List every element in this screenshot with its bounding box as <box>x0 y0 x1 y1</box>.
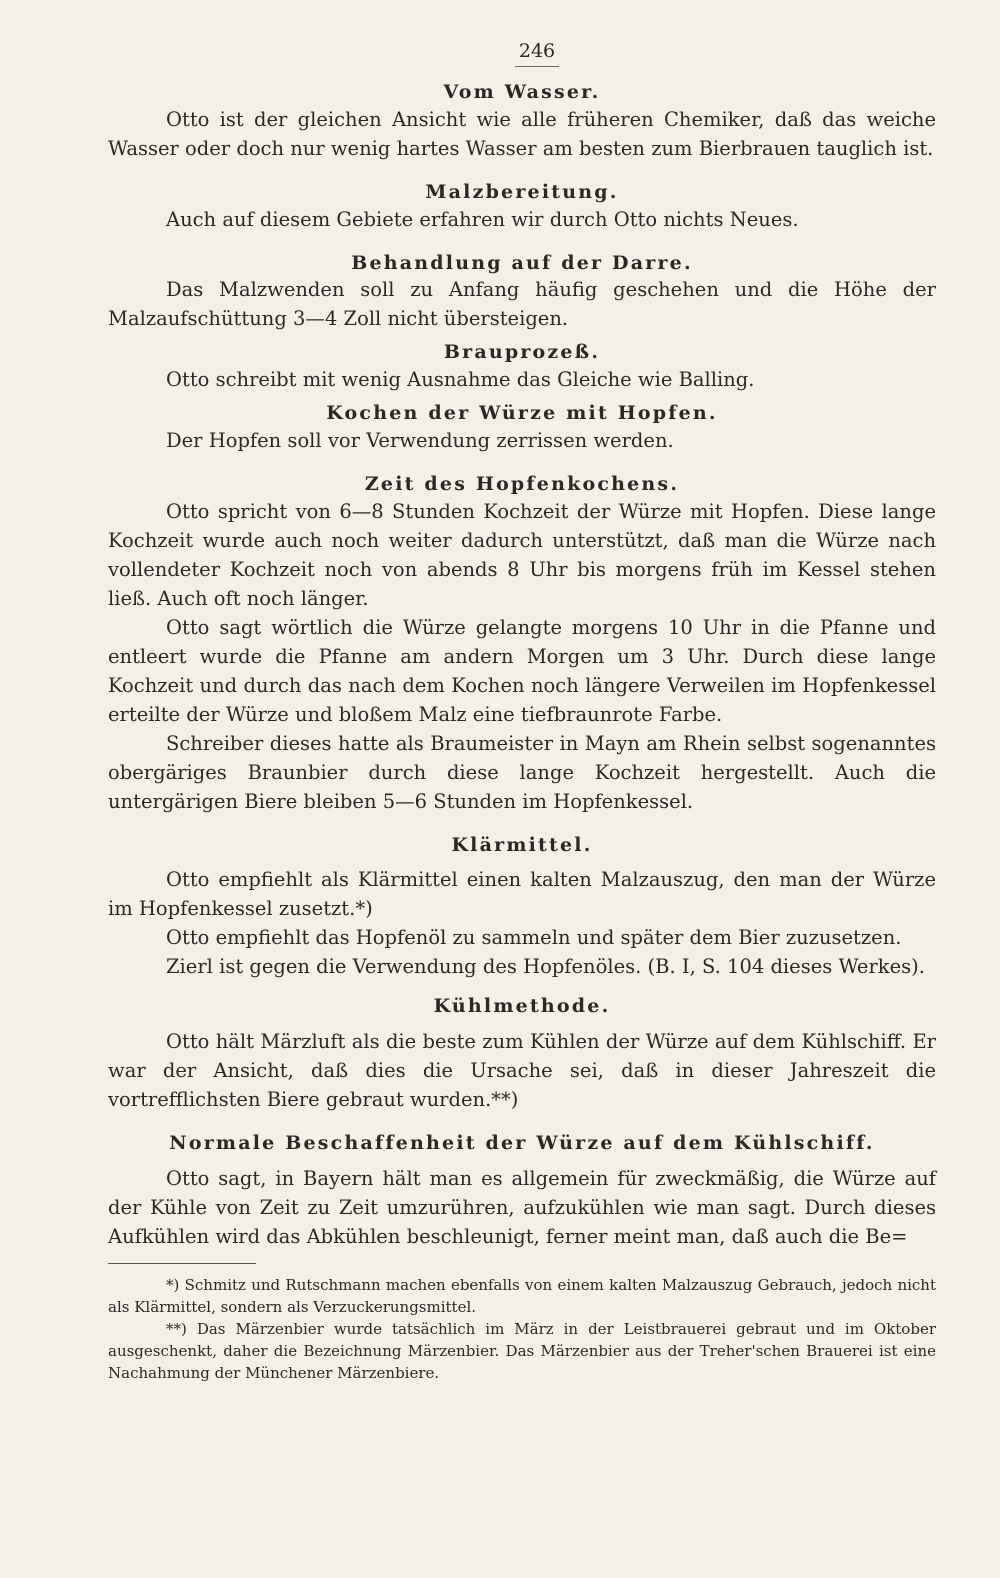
paragraph: Otto empfiehlt als Klärmittel einen kalten Malzauszug, den man der Würze im Hopfenkessel zusetzt.*) <box>108 868 936 921</box>
paragraph: Otto sagt wörtlich die Würze gelangte morgens 10 Uhr in die Pfanne und entleert wurde die Pfanne am andern Morgen um 3 Uhr. Durch diese lange Kochzeit und durch das nach dem Kochen noch längere Verweilen im Hopfenkessel erteilte der Würze und bloßem Malz eine tiefbraunrote Farbe. <box>108 615 936 726</box>
section-heading-zeit-des-hopfenkochens: Zeit des Hopfenkochens. <box>364 472 680 495</box>
footnote: **) Das Märzenbier wurde tatsächlich im März in der Leistbrauerei gebraut und im Oktober ausgeschenkt, daher die Bezeichnung Märzenbier. Das Märzenbier aus der Treher'schen Brauerei ist eine Nachahmung der Münchener Märzenbiere. <box>108 1319 936 1382</box>
section-heading-malzbereitung: Malzbereitung. <box>425 180 619 203</box>
paragraph: Das Malzwenden soll zu Anfang häufig geschehen und die Höhe der Malzaufschüttung 3—4 Zoll nicht übersteigen. <box>108 278 936 331</box>
paragraph: Der Hopfen soll vor Verwendung zerrissen werden. <box>166 428 674 452</box>
footnote: *) Schmitz und Rutschmann machen ebenfalls von einem kalten Malzauszug Gebrauch, jedoch nicht als Klärmittel, sondern als Verzuckerungsmittel. <box>108 1275 936 1316</box>
section-heading-normale-beschaffenheit: Normale Beschaffenheit der Würze auf dem Kühlschiff. <box>169 1132 875 1154</box>
section-heading-brauprozess: Brauprozeß. <box>443 341 601 364</box>
paragraph: Otto hält Märzluft als die beste zum Kühlen der Würze auf dem Kühlschiff. Er war der Ansicht, daß dies die Ursache sei, daß in dieser Jahreszeit die vortrefflichsten Biere gebraut wurden.**) <box>108 1030 936 1111</box>
paragraph: Otto sagt, in Bayern hält man es allgemein für zweckmäßig, die Würze auf der Kühle von Zeit zu Zeit umzurühren, aufzukühlen wie man sagt. Durch dieses Aufkühlen wird das Abkühlen beschleunigt, ferner meint man, daß auch die Be= <box>108 1166 936 1248</box>
paragraph: Schreiber dieses hatte als Braumeister in Mayn am Rhein selbst sogenanntes obergäriges Braunbier durch diese lange Kochzeit hergestellt. Auch die untergärigen Biere bleiben 5—6 Stunden im Hopfenkessel. <box>108 731 936 813</box>
paragraph: Auch auf diesem Gebiete erfahren wir durch Otto nichts Neues. <box>166 207 799 231</box>
book-page <box>108 40 936 1540</box>
section-heading-kuehlmethode: Kühlmethode. <box>433 995 611 1018</box>
page-number: 246 <box>138 40 936 67</box>
section-heading-vom-wasser: Vom Wasser. <box>443 81 601 103</box>
section-heading-kochen-der-wuerze: Kochen der Würze mit Hopfen. <box>326 402 718 424</box>
section-heading-klaermittel: Klärmittel. <box>451 833 593 856</box>
section-heading-behandlung-auf-der-darre: Behandlung auf der Darre. <box>351 251 693 274</box>
paragraph: Otto empfiehlt das Hopfenöl zu sammeln und später dem Bier zuzusetzen. <box>166 926 902 950</box>
paragraph: Otto schreibt mit wenig Ausnahme das Gleiche wie Balling. <box>166 368 755 391</box>
paragraph: Zierl ist gegen die Verwendung des Hopfenöles. (B. I, S. 104 dieses Werkes). <box>166 955 925 979</box>
paragraph: Otto spricht von 6—8 Stunden Kochzeit der Würze mit Hopfen. Diese lange Kochzeit wurde auch noch weiter dadurch unterstützt, daß man die Würze nach vollendeter Kochzeit noch von abends 8 Uhr bis morgens früh im Kessel stehen ließ. Auch oft noch länger. <box>108 499 936 610</box>
footnote-divider <box>108 1263 256 1264</box>
paragraph: Otto ist der gleichen Ansicht wie alle früheren Chemiker, daß das weiche Wasser oder doch nur wenig hartes Wasser am besten zum Bierbrauen tauglich ist. <box>108 107 936 160</box>
